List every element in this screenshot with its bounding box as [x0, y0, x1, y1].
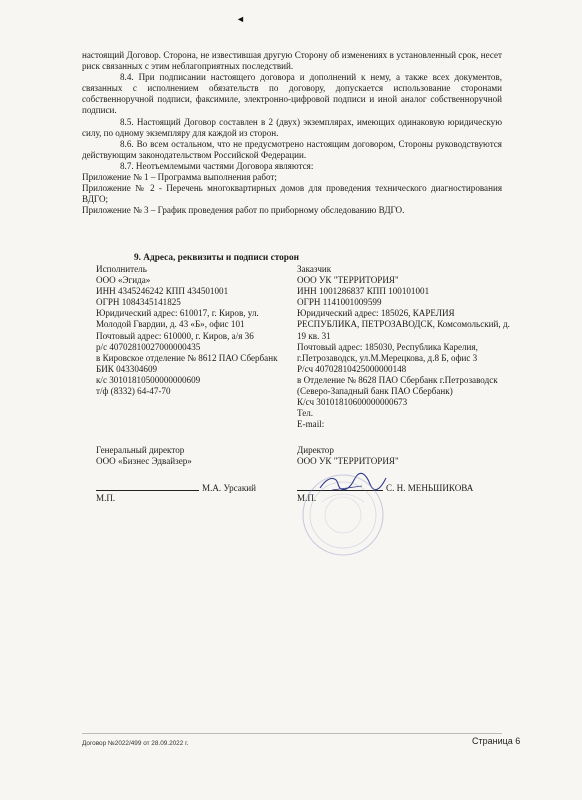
- executor-details: [96, 264, 292, 397]
- customer-inn-kpp: ИНН 1001286837 КПП 100101001: [297, 286, 430, 297]
- signature-underline: [96, 481, 199, 491]
- customer-name: ООО УК "ТЕРРИТОРИЯ": [297, 275, 399, 286]
- paragraph-8-5: 8.5. Настоящий Договор составлен в 2 (двух) экземплярах, имеющих одинаковую юридическую силу, по одному экземпляру для каждой из сторон.: [82, 116, 502, 138]
- footer-divider: [82, 733, 502, 734]
- executor-postal-address: Почтовый адрес: 610000, г. Киров, а/я 36: [96, 330, 254, 341]
- customer-postal-address: Почтовый адрес: 185030, Республика Карелия, г.Петрозаводск, ул.М.Мерецкова, д.8 Б, офис 3: [297, 341, 478, 363]
- customer-role: Заказчик: [297, 264, 332, 274]
- customer-ogrn: ОГРН 1141001009599: [297, 297, 382, 308]
- paragraph-8-6: 8.6. Во всем остальном, что не предусмотрено настоящим договором, Стороны руководствуются действующим законодательством Российской Федерации.: [82, 138, 502, 160]
- executor-account: р/с 40702810027000000435: [96, 341, 201, 352]
- executor-signatory-name: М.А. Урсакий: [202, 483, 256, 493]
- executor-role: Исполнитель: [96, 264, 147, 274]
- paragraph-8-7: 8.7. Неотъемлемыми частями Договора являются:: [120, 160, 314, 171]
- executor-legal-address: Юридический адрес: 610017, г. Киров, ул. Молодой Гвардии, д. 43 «Б», офис 101: [96, 308, 259, 330]
- executor-bank: в Кировское отделение № 8612 ПАО Сбербанк: [96, 352, 278, 363]
- footer-contract-ref: Договор №2022/499 от 28.09.2022 г.: [82, 740, 189, 747]
- executor-ogrn: ОГРН 1084345141825: [96, 297, 181, 308]
- paragraph-8-4: 8.4. При подписании настоящего договора и дополнений к нему, а также всех документов, связанных с исполнением обязательств по договору, допускается использование сторонами собственноручной подписи, факсимиле, электронно-цифровой подписи и иной аналог собственноручной подписи.: [82, 72, 502, 116]
- footer-page-number: Страница 6: [472, 736, 521, 746]
- customer-signatory-org: ООО УК "ТЕРРИТОРИЯ": [297, 456, 399, 467]
- appendix-1: Приложение № 1 – Программа выполнения работ;: [82, 172, 277, 183]
- executor-name: ООО «Эгида»: [96, 275, 151, 286]
- appendix-2: Приложение № 2 - Перечень многоквартирных домов для проведения технического диагностирования ВДГО;: [82, 183, 502, 205]
- executor-signatory: [96, 445, 192, 467]
- executor-seal-label: М.П.: [96, 493, 116, 503]
- customer-stamp-icon: [300, 472, 386, 558]
- executor-bik: БИК 043304609: [96, 363, 158, 374]
- customer-account: Р/сч 40702810425000000148: [297, 363, 407, 374]
- customer-signatory: [297, 445, 399, 467]
- customer-phone: Тел.: [297, 408, 314, 419]
- paragraph-8-3-tail: настоящий Договор. Сторона, не известившая другую Сторону об изменениях в установленный срок, несет риск связанных с этим неблагоприятных последствий.: [82, 50, 502, 72]
- section-title: 9. Адреса, реквизиты и подписи сторон: [134, 253, 299, 263]
- customer-bank: в Отделение № 8628 ПАО Сбербанк г.Петрозаводск (Северо-Западный банк ПАО Сбербанк): [297, 374, 498, 397]
- executor-phone: т/ф (8332) 64-47-70: [96, 386, 171, 397]
- customer-signatory-title: Директор: [297, 445, 334, 455]
- executor-signatory-org: ООО «Бизнес Эдвайзер»: [96, 456, 192, 467]
- appendix-3: Приложение № 3 – График проведения работ по приборному обследованию ВДГО.: [82, 205, 405, 216]
- top-mark: ◄: [236, 14, 245, 24]
- executor-signatory-title: Генеральный директор: [96, 445, 185, 455]
- executor-inn-kpp: ИНН 4345246242 КПП 434501001: [96, 286, 229, 297]
- executor-corr-account: к/с 30101810500000000609: [96, 374, 201, 385]
- customer-signatory-name: С. Н. МЕНЬШИКОВА: [386, 483, 474, 493]
- customer-seal-label: М.П.: [297, 493, 317, 503]
- customer-details: [297, 264, 511, 430]
- contract-body: [82, 50, 502, 216]
- customer-corr-account: К/сч 30101810600000000673: [297, 397, 408, 408]
- customer-legal-address: Юридический адрес: 185026, КАРЕЛИЯ РЕСПУБЛИКА, ПЕТРОЗАВОДСК, Комсомольский, д. 19 кв. 31: [297, 308, 510, 341]
- executor-signature-line: [96, 481, 256, 493]
- customer-email: E-mail:: [297, 419, 325, 430]
